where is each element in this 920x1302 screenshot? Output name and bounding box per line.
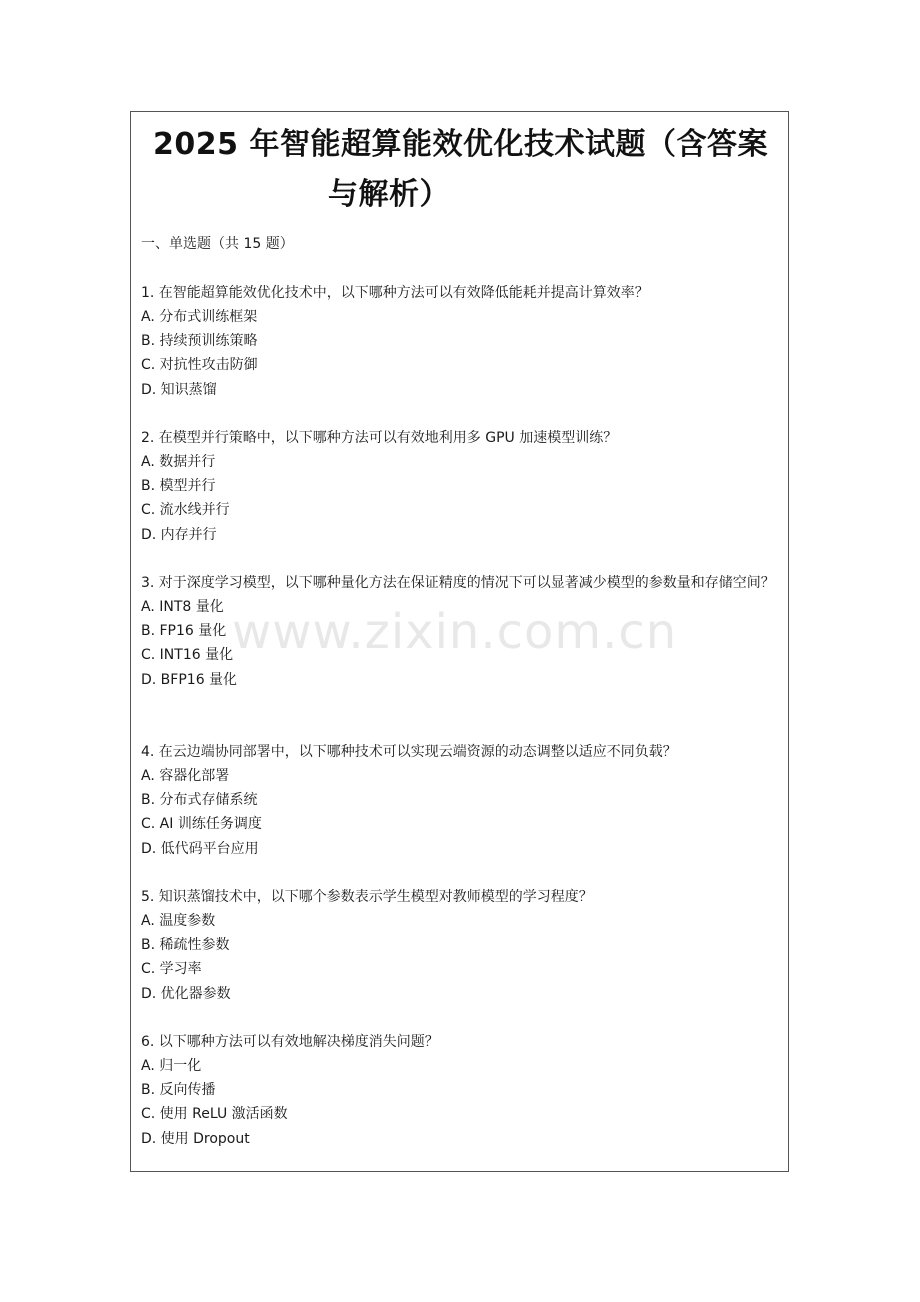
document-title-line2: 与解析）: [328, 177, 450, 212]
watermark: www.zixin.com.cn: [232, 604, 678, 660]
question-4: [141, 740, 780, 861]
option-b: B. FP16 量化: [141, 623, 227, 640]
document-page: [130, 111, 789, 1172]
option-d: D. 优化器参数: [141, 985, 231, 1002]
question-2: [141, 426, 780, 547]
option-b: B. 持续预训练策略: [141, 333, 258, 350]
option-b: B. 稀疏性参数: [141, 937, 230, 954]
option-a: A. 分布式训练框架: [141, 309, 258, 325]
option-a: A. 容器化部署: [141, 768, 230, 784]
option-d: D. BFP16 量化: [141, 671, 238, 688]
option-d: D. 知识蒸馏: [141, 381, 217, 398]
option-b: B. 模型并行: [141, 478, 216, 495]
question-6: [141, 1030, 780, 1151]
option-c: C. 学习率: [141, 961, 202, 978]
option-d: D. 使用 Dropout: [141, 1130, 250, 1147]
option-d: D. 低代码平台应用: [141, 840, 259, 857]
option-c: C. 使用 ReLU 激活函数: [141, 1106, 288, 1123]
document-title-line1: 2025 年智能超算能效优化技术试题（含答案: [153, 127, 768, 162]
question-stem: 6. 以下哪种方法可以有效地解决梯度消失问题？: [141, 1034, 439, 1050]
option-c: C. 对抗性攻击防御: [141, 357, 258, 374]
option-a: A. INT8 量化: [141, 599, 224, 615]
document-title: [131, 112, 788, 220]
question-stem: 3. 对于深度学习模型，以下哪种量化方法在保证精度的情况下可以显著减少模型的参数量和存储空间？: [141, 575, 775, 591]
question-stem: 5. 知识蒸馏技术中，以下哪个参数表示学生模型对教师模型的学习程度？: [141, 889, 593, 905]
question-5: [141, 885, 780, 1006]
option-a: A. 温度参数: [141, 913, 216, 929]
option-d: D. 内存并行: [141, 526, 217, 543]
option-c: C. 流水线并行: [141, 502, 230, 519]
question-3: [141, 571, 780, 692]
question-stem: 4. 在云边端协同部署中，以下哪种技术可以实现云端资源的动态调整以适应不同负载？: [141, 744, 677, 760]
option-a: A. 数据并行: [141, 454, 216, 470]
question-stem: 2. 在模型并行策略中，以下哪种方法可以有效地利用多 GPU 加速模型训练？: [141, 430, 618, 446]
question-1: [141, 281, 780, 402]
option-a: A. 归一化: [141, 1058, 202, 1074]
question-stem: 1. 在智能超算能效优化技术中，以下哪种方法可以有效降低能耗并提高计算效率？: [141, 285, 649, 301]
section-heading: 一、单选题（共 15 题）: [141, 236, 294, 252]
option-c: C. INT16 量化: [141, 647, 234, 664]
option-b: B. 分布式存储系统: [141, 792, 258, 809]
option-b: B. 反向传播: [141, 1082, 216, 1099]
option-c: C. AI 训练任务调度: [141, 816, 262, 833]
